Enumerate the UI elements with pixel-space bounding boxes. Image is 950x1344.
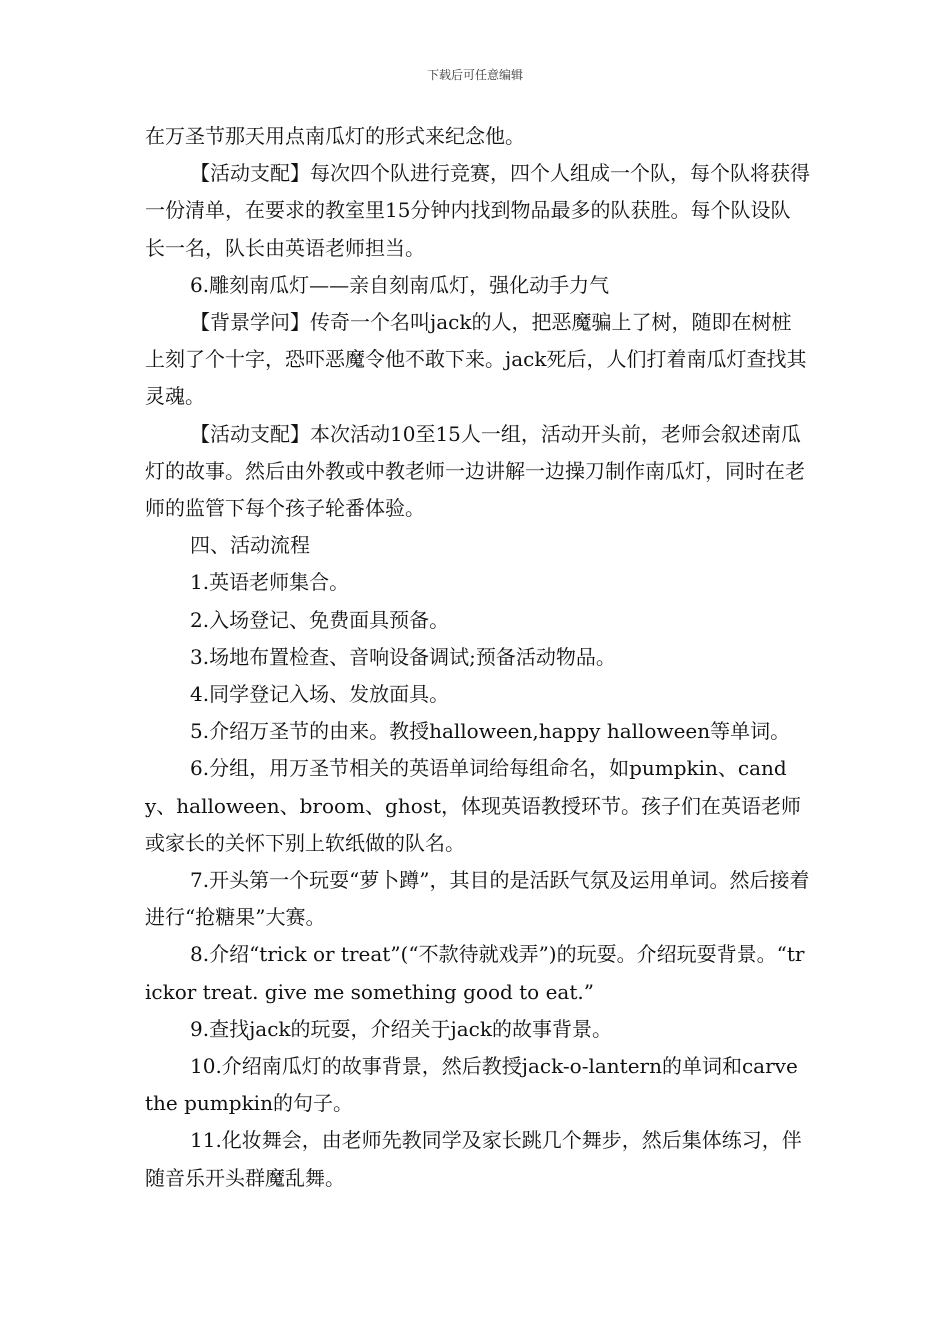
list-item: 7.开头第一个玩耍“萝卜蹲”，其目的是活跃气氛及运用单词。然后接着进行“抢糖果”大赛。 bbox=[145, 868, 810, 930]
list-item: 1.英语老师集合。 bbox=[190, 570, 350, 595]
paragraph: 【活动支配】本次活动10至15人一组，活动开头前，老师会叙述南瓜灯的故事。然后由外教或中教老师一边讲解一边操刀制作南瓜灯，同时在老师的监管下每个孩子轮番体验。 bbox=[145, 421, 805, 521]
paragraph: 6.雕刻南瓜灯——亲自刻南瓜灯，强化动手力气 bbox=[190, 272, 610, 297]
list-item: 2.入场登记、免费面具预备。 bbox=[190, 607, 450, 632]
list-item: 6.分组，用万圣节相关的英语单词给每组命名，如pumpkin、candy、halloween、broom、ghost，体现英语教授环节。孩子们在英语老师或家长的关怀下别上软纸做的队名。 bbox=[145, 756, 802, 855]
document-body bbox=[145, 118, 810, 1197]
list-item: 8.介绍“trick or treat”(“不款待就戏弄”)的玩耍。介绍玩耍背景。“trickor treat. give me something good to eat.” bbox=[145, 942, 805, 1004]
paragraph: 【背景学问】传奇一个名叫jack的人，把恶魔骗上了树，随即在树桩上刻了个十字，恐吓恶魔令他不敢下来。jack死后，人们打着南瓜灯查找其灵魂。 bbox=[145, 310, 807, 409]
list-item: 5.介绍万圣节的由来。教授halloween,happy halloween等单词。 bbox=[190, 719, 791, 744]
paragraph: 在万圣节那天用点南瓜灯的形式来纪念他。 bbox=[145, 124, 525, 148]
list-item: 9.查找jack的玩耍，介绍关于jack的故事背景。 bbox=[190, 1016, 612, 1041]
paragraph: 【活动支配】每次四个队进行竞赛，四个人组成一个队，每个队将获得一份清单，在要求的教室里15分钟内找到物品最多的队获胜。每个队设队长一名，队长由英语老师担当。 bbox=[145, 161, 810, 260]
list-item: 3.场地布置检查、音响设备调试;预备活动物品。 bbox=[190, 644, 616, 669]
list-item: 11.化妆舞会，由老师先教同学及家长跳几个舞步，然后集体练习，伴随音乐开头群魔乱舞。 bbox=[145, 1128, 802, 1190]
section-heading: 四、活动流程 bbox=[190, 533, 310, 558]
list-item: 10.介绍南瓜灯的故事背景，然后教授jack-o-lantern的单词和carve the pumpkin的句子。 bbox=[145, 1054, 798, 1116]
list-item: 4.同学登记入场、发放面具。 bbox=[190, 682, 450, 707]
page-header: 下载后可任意编辑 bbox=[426, 68, 523, 82]
